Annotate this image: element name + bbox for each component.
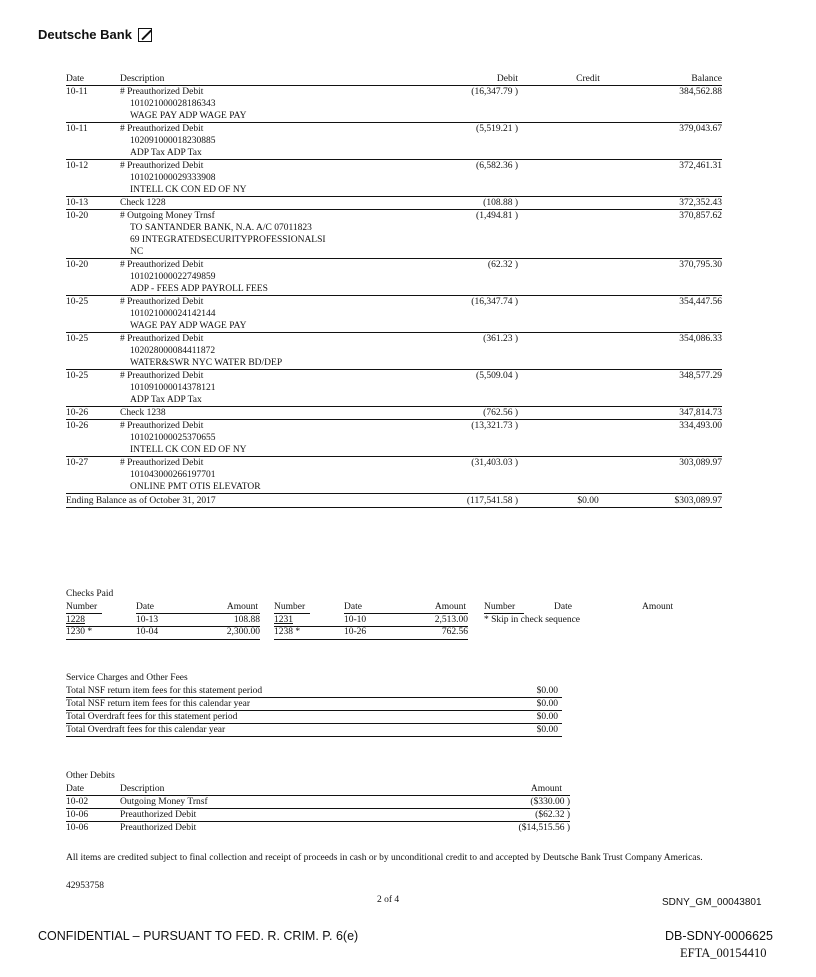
transaction-line	[66, 246, 722, 259]
check-row	[274, 627, 468, 640]
transaction-credit	[534, 123, 642, 136]
account-reference: 42953758	[66, 881, 104, 891]
bates-number-db-sdny: DB-SDNY-0006625	[665, 929, 773, 943]
transaction-balance	[642, 320, 722, 333]
transaction-balance: 354,086.33	[679, 334, 722, 344]
cp-header-number-1: Number	[66, 602, 102, 614]
transaction-debit	[410, 222, 534, 234]
transaction-debit: (62.32 )	[487, 260, 518, 270]
transaction-balance: 348,577.29	[679, 371, 722, 381]
cp-header-date-3: Date	[554, 602, 572, 612]
other-debit-amount: ($14,515.56 )	[518, 823, 570, 833]
transaction-balance	[642, 184, 722, 197]
cp-header-date-2: Date	[344, 602, 468, 614]
transaction-description: 102028000084411872	[130, 346, 216, 356]
transaction-date: 10-27	[66, 458, 89, 468]
other-debit-description: Preauthorized Debit	[120, 809, 404, 822]
transaction-credit	[534, 407, 642, 420]
transaction-balance	[642, 308, 722, 320]
transaction-debit	[410, 110, 534, 123]
transaction-description: INTELL CK CON ED OF NY	[120, 184, 410, 197]
col-debit: Debit	[410, 73, 534, 86]
transaction-debit: (16,347.79 )	[471, 87, 518, 97]
transaction-balance: 334,493.00	[679, 421, 722, 431]
transaction-line	[66, 197, 722, 210]
transaction-balance	[642, 345, 722, 357]
transaction-debit: (13,321.73 )	[471, 421, 518, 431]
transaction-debit: (108.88 )	[410, 197, 534, 210]
transaction-date	[66, 444, 120, 457]
check-date: 10-13	[136, 615, 159, 625]
transaction-debit: (16,347.74 )	[471, 297, 518, 307]
transaction-credit	[534, 333, 642, 346]
transaction-debit	[410, 394, 534, 407]
transaction-description: # Preauthorized Debit	[120, 371, 204, 381]
od-col-amount: Amount	[404, 783, 570, 796]
ending-credit-total: $0.00	[534, 494, 642, 508]
transaction-line	[66, 160, 722, 173]
check-amount: 2,513.00	[434, 615, 468, 625]
transaction-date: 10-25	[66, 371, 89, 381]
col-credit: Credit	[534, 73, 642, 86]
transaction-balance	[642, 432, 722, 444]
transaction-balance	[642, 469, 722, 481]
service-charges-title: Service Charges and Other Fees	[66, 673, 188, 683]
transaction-credit	[534, 246, 642, 259]
transaction-date	[66, 394, 120, 407]
transaction-line	[66, 469, 722, 481]
transaction-description: 101021000025370655	[130, 433, 216, 443]
fee-row	[66, 711, 562, 724]
transaction-line	[66, 481, 722, 494]
transaction-description: ADP - FEES ADP PAYROLL FEES	[120, 283, 410, 296]
transaction-debit	[410, 184, 534, 197]
transaction-line	[66, 86, 722, 99]
transaction-description: Check 1228	[120, 197, 410, 210]
checks-paid-section	[66, 602, 674, 642]
col-description: Description	[120, 73, 410, 86]
transaction-line	[66, 444, 722, 457]
check-date: 10-04	[136, 627, 159, 637]
transactions-header-row	[66, 73, 722, 86]
cp-header-date-1: Date	[136, 602, 260, 614]
ending-debit-total: (117,541.58 )	[410, 494, 534, 508]
transaction-balance: 372,352.43	[642, 197, 722, 210]
check-row	[66, 615, 260, 627]
transaction-credit	[534, 197, 642, 210]
fee-amount: $0.00	[505, 724, 562, 737]
fee-amount: $0.00	[505, 711, 562, 724]
transaction-debit	[410, 444, 534, 457]
transaction-line	[66, 420, 722, 433]
transaction-date	[66, 135, 120, 147]
transaction-description: # Preauthorized Debit	[120, 458, 204, 468]
transaction-date	[66, 432, 120, 444]
transaction-debit: (762.56 )	[410, 407, 534, 420]
fee-row	[66, 698, 562, 711]
bates-number-efta: EFTA_00154410	[680, 946, 767, 960]
other-debit-description: Preauthorized Debit	[120, 823, 197, 833]
transaction-balance: 303,089.97	[679, 458, 722, 468]
checks-paid-title: Checks Paid	[66, 589, 114, 599]
transaction-date: 10-13	[66, 197, 120, 210]
od-col-description: Description	[120, 783, 404, 796]
transaction-balance	[642, 147, 722, 160]
transaction-debit	[410, 481, 534, 494]
transaction-balance: 370,857.62	[679, 211, 722, 221]
transaction-balance: 372,461.31	[679, 161, 722, 171]
transaction-debit: (1,494.81 )	[476, 211, 518, 221]
transaction-credit	[534, 481, 642, 494]
transaction-credit	[534, 98, 642, 110]
transaction-date: 10-20	[66, 211, 89, 221]
fee-label: Total NSF return item fees for this calendar year	[66, 698, 505, 711]
ending-balance-row	[66, 494, 722, 508]
transaction-credit	[534, 210, 642, 223]
transaction-debit: (5,519.21 )	[476, 124, 518, 134]
transaction-debit: (5,509.04 )	[476, 371, 518, 381]
transaction-date: 10-25	[66, 334, 89, 344]
transaction-debit	[410, 234, 534, 246]
transaction-debit	[410, 135, 534, 147]
page-number: 2 of 4	[377, 895, 400, 905]
confidential-notice: CONFIDENTIAL – PURSUANT TO FED. R. CRIM. P. 6(e)	[38, 929, 359, 943]
check-amount: 108.88	[233, 615, 260, 625]
transaction-description: # Preauthorized Debit	[120, 124, 204, 134]
transaction-credit	[534, 110, 642, 123]
ending-balance-label: Ending Balance as of October 31, 2017	[66, 494, 410, 508]
transaction-debit	[410, 345, 534, 357]
fee-label: Total Overdraft fees for this statement period	[66, 711, 505, 724]
fee-row	[66, 685, 562, 698]
transaction-balance	[642, 444, 722, 457]
transaction-debit	[410, 246, 534, 259]
transaction-date	[66, 184, 120, 197]
transaction-date	[66, 283, 120, 296]
other-debits-header-row	[66, 783, 570, 796]
transaction-credit	[534, 172, 642, 184]
transaction-date	[66, 469, 120, 481]
transaction-line	[66, 234, 722, 246]
transaction-credit	[534, 420, 642, 433]
transaction-debit	[410, 271, 534, 283]
transaction-description: # Preauthorized Debit	[120, 260, 204, 270]
transaction-line	[66, 259, 722, 272]
transaction-debit: (6,582.36 )	[476, 161, 518, 171]
transaction-credit	[534, 345, 642, 357]
check-row	[274, 615, 468, 627]
cp-header-amount-1: Amount	[226, 602, 258, 612]
transaction-balance	[642, 234, 722, 246]
transaction-balance	[642, 382, 722, 394]
transaction-description: 102091000018230885	[130, 136, 216, 146]
transaction-line	[66, 432, 722, 444]
check-row	[66, 627, 260, 640]
transaction-line	[66, 394, 722, 407]
transaction-line	[66, 370, 722, 383]
transaction-credit	[534, 357, 642, 370]
transaction-debit	[410, 283, 534, 296]
check-amount: 2,300.00	[226, 627, 260, 637]
other-debits-table	[66, 783, 570, 834]
transaction-balance: 370,795.30	[679, 260, 722, 270]
transaction-description: # Preauthorized Debit	[120, 161, 204, 171]
transaction-description: 101091000014378121	[130, 383, 216, 393]
transaction-description: # Preauthorized Debit	[120, 421, 204, 431]
transaction-credit	[534, 308, 642, 320]
transaction-date	[66, 172, 120, 184]
transaction-credit	[534, 469, 642, 481]
transaction-line	[66, 308, 722, 320]
bank-header	[38, 27, 152, 42]
transaction-balance	[642, 135, 722, 147]
transaction-date: 10-11	[66, 87, 88, 97]
bank-name: Deutsche Bank	[38, 27, 132, 42]
transaction-line	[66, 271, 722, 283]
transaction-date	[66, 147, 120, 160]
transaction-description: ONLINE PMT OTIS ELEVATOR	[120, 481, 410, 494]
transaction-date: 10-26	[66, 407, 120, 420]
transaction-line	[66, 382, 722, 394]
transaction-credit	[534, 457, 642, 470]
transaction-date	[66, 481, 120, 494]
transaction-description: WATER&SWR NYC WATER BD/DEP	[120, 357, 410, 370]
transaction-credit	[534, 259, 642, 272]
transaction-line	[66, 123, 722, 136]
transaction-debit	[410, 172, 534, 184]
transaction-line	[66, 184, 722, 197]
transaction-credit	[534, 222, 642, 234]
transaction-date	[66, 357, 120, 370]
transaction-line	[66, 333, 722, 346]
transaction-description: 101021000028186343	[130, 99, 216, 109]
transactions-table	[66, 73, 722, 508]
transaction-line	[66, 320, 722, 333]
transaction-debit	[410, 357, 534, 370]
fee-label: Total Overdraft fees for this calendar year	[66, 724, 505, 737]
other-debit-row	[66, 822, 570, 835]
transaction-description: ADP Tax ADP Tax	[120, 147, 410, 160]
od-col-date: Date	[66, 783, 120, 796]
transaction-balance	[642, 271, 722, 283]
transaction-description: WAGE PAY ADP WAGE PAY	[120, 110, 410, 123]
cp-header-amount-3: Amount	[642, 602, 674, 612]
transaction-description: ADP Tax ADP Tax	[120, 394, 410, 407]
transaction-credit	[534, 320, 642, 333]
check-date: 10-10	[344, 615, 367, 625]
transaction-date	[66, 271, 120, 283]
check-number: 1231	[274, 615, 293, 625]
transaction-date	[66, 222, 120, 234]
transaction-balance: 384,562.88	[679, 87, 722, 97]
other-debit-amount: ($330.00 )	[404, 796, 570, 809]
transaction-credit	[534, 296, 642, 309]
transaction-balance	[642, 481, 722, 494]
transaction-credit	[534, 184, 642, 197]
transaction-line	[66, 110, 722, 123]
check-number: 1238 *	[274, 627, 301, 637]
transaction-credit	[534, 444, 642, 457]
transaction-description: NC	[120, 246, 410, 259]
transaction-date: 10-12	[66, 161, 89, 171]
transaction-debit	[410, 320, 534, 333]
transaction-date: 10-20	[66, 260, 89, 270]
transaction-debit	[410, 382, 534, 394]
transaction-line	[66, 98, 722, 110]
transaction-description: 101043000266197701	[130, 470, 216, 480]
service-charges-table	[66, 685, 562, 737]
transaction-debit	[410, 308, 534, 320]
transaction-credit	[534, 432, 642, 444]
transaction-line	[66, 147, 722, 160]
transaction-date	[66, 320, 120, 333]
other-debit-date: 10-06	[66, 809, 120, 822]
transaction-debit: (31,403.03 )	[471, 458, 518, 468]
transaction-line	[66, 457, 722, 470]
other-debit-date: 10-06	[66, 823, 89, 833]
transaction-date: 10-25	[66, 297, 89, 307]
transaction-credit	[534, 283, 642, 296]
other-debit-date: 10-02	[66, 796, 120, 809]
transaction-balance	[642, 283, 722, 296]
transaction-date	[66, 98, 120, 110]
deutsche-bank-logo-icon	[138, 28, 152, 42]
other-debit-description: Outgoing Money Trnsf	[120, 796, 404, 809]
transaction-date	[66, 234, 120, 246]
cp-header-number-3: Number	[484, 602, 524, 614]
check-amount: 762.56	[441, 627, 468, 637]
transaction-date	[66, 345, 120, 357]
transaction-description: # Preauthorized Debit	[120, 297, 204, 307]
col-balance: Balance	[642, 73, 722, 86]
transaction-line	[66, 210, 722, 223]
transaction-line	[66, 296, 722, 309]
cp-header-amount-2: Amount	[434, 602, 466, 612]
transaction-credit	[534, 135, 642, 147]
transaction-line	[66, 345, 722, 357]
transaction-balance: 354,447.56	[679, 297, 722, 307]
transaction-line	[66, 172, 722, 184]
other-debit-amount: ($62.32 )	[404, 809, 570, 822]
transaction-balance	[642, 222, 722, 234]
transaction-balance	[642, 394, 722, 407]
transaction-balance	[642, 246, 722, 259]
transaction-date	[66, 308, 120, 320]
transaction-credit	[534, 382, 642, 394]
disclaimer-text: All items are credited subject to final collection and receipt of proceeds in cash or by unconditional credit to and accepted by Deutsche Bank Trust Company Americas.	[66, 853, 703, 863]
fee-amount: $0.00	[505, 698, 562, 711]
transaction-debit	[410, 147, 534, 160]
transaction-line	[66, 357, 722, 370]
transaction-date	[66, 246, 120, 259]
transaction-date	[66, 382, 120, 394]
transaction-debit	[410, 469, 534, 481]
transaction-description: # Preauthorized Debit	[120, 87, 204, 97]
transaction-balance: 347,814.73	[642, 407, 722, 420]
transaction-balance	[642, 357, 722, 370]
ending-balance-amount: $303,089.97	[642, 494, 722, 508]
transaction-credit	[534, 370, 642, 383]
check-number: 1230 *	[66, 627, 93, 637]
transaction-description: # Preauthorized Debit	[120, 334, 204, 344]
transaction-credit	[534, 271, 642, 283]
transactions-body	[66, 86, 722, 508]
transaction-description: 69 INTEGRATEDSECURITYPROFESSIONALSI	[130, 235, 326, 245]
fee-row	[66, 724, 562, 737]
check-date: 10-26	[344, 627, 367, 637]
transaction-date	[66, 110, 120, 123]
transaction-debit: (361.23 )	[483, 334, 518, 344]
transaction-description: 101021000029333908	[130, 173, 216, 183]
transaction-credit	[534, 147, 642, 160]
transaction-debit	[410, 98, 534, 110]
transaction-line	[66, 135, 722, 147]
transaction-description: 101021000022749859	[130, 272, 216, 282]
transaction-description: # Outgoing Money Trnsf	[120, 211, 215, 221]
transaction-balance	[642, 98, 722, 110]
transaction-line	[66, 283, 722, 296]
transaction-balance: 379,043.67	[679, 124, 722, 134]
check-number: 1228	[66, 615, 85, 625]
fee-label: Total NSF return item fees for this statement period	[66, 685, 505, 698]
fee-amount: $0.00	[505, 685, 562, 698]
bates-number-sdny-gm: SDNY_GM_00043801	[662, 897, 762, 908]
transaction-date: 10-26	[66, 421, 89, 431]
transaction-description: WAGE PAY ADP WAGE PAY	[120, 320, 410, 333]
cp-header-number-2: Number	[274, 602, 310, 614]
transaction-balance	[642, 110, 722, 123]
transaction-credit	[534, 86, 642, 99]
transaction-balance	[642, 172, 722, 184]
transaction-credit	[534, 234, 642, 246]
cp-skip-note: * Skip in check sequence	[484, 615, 581, 625]
transaction-description: TO SANTANDER BANK, N.A. A/C 07011823	[130, 223, 312, 233]
transaction-line	[66, 407, 722, 420]
other-debits-title: Other Debits	[66, 771, 115, 781]
transaction-date: 10-11	[66, 124, 88, 134]
transaction-description: Check 1238	[120, 407, 410, 420]
col-date: Date	[66, 73, 120, 86]
transaction-description: INTELL CK CON ED OF NY	[120, 444, 410, 457]
other-debit-row	[66, 796, 570, 809]
transaction-debit	[410, 432, 534, 444]
transaction-credit	[534, 394, 642, 407]
transaction-description: 101021000024142144	[130, 309, 216, 319]
other-debit-row	[66, 809, 570, 822]
transaction-line	[66, 222, 722, 234]
transaction-credit	[534, 160, 642, 173]
